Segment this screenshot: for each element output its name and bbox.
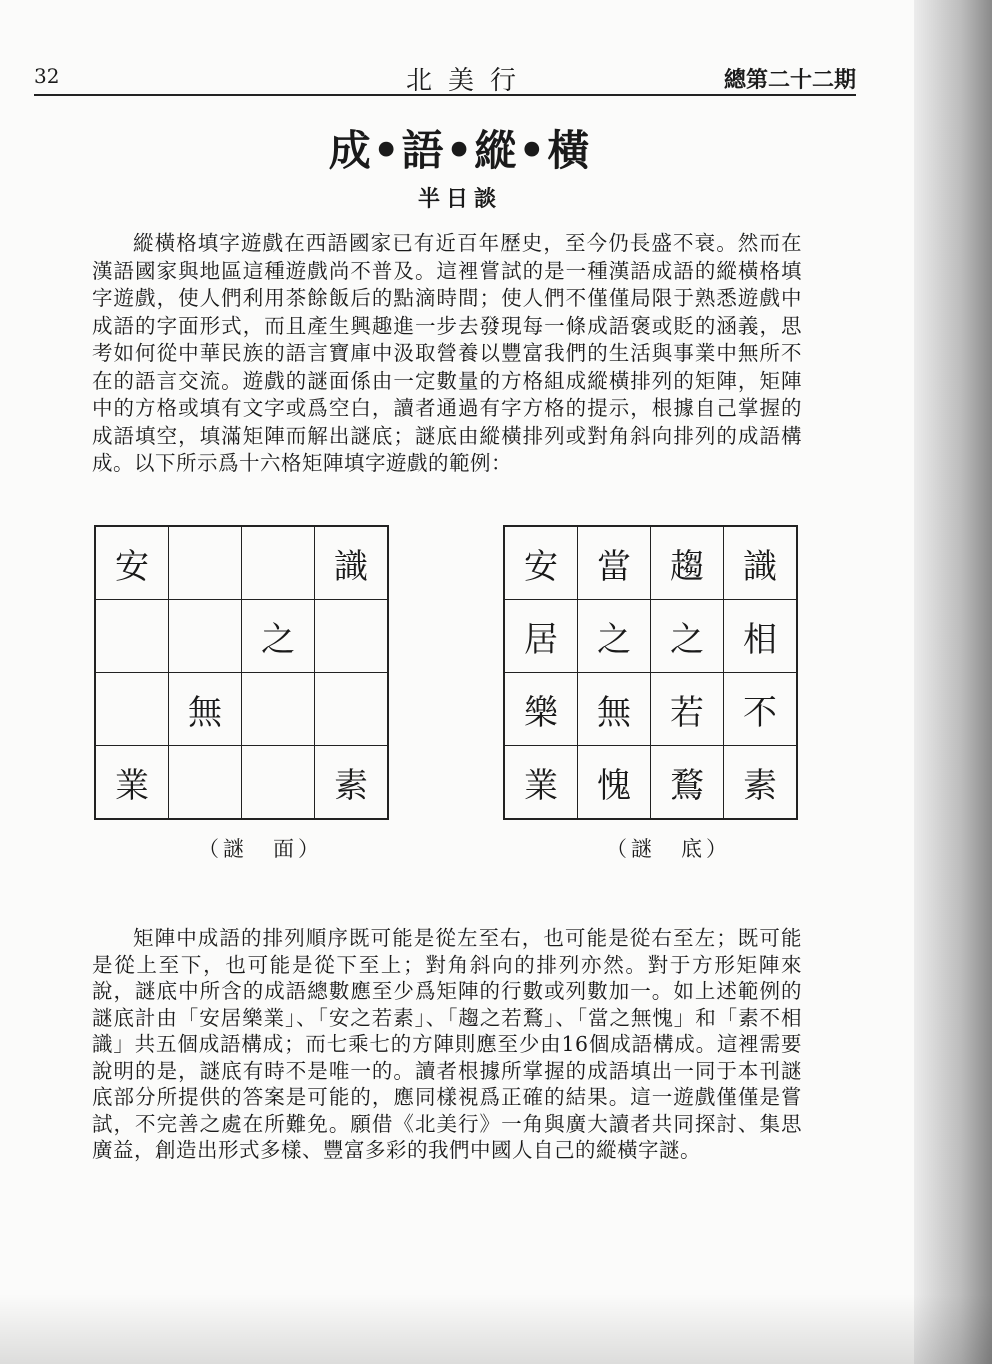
grid-cell: 居	[504, 600, 578, 673]
solution-grid	[503, 525, 798, 820]
grid-cell: 安	[504, 526, 578, 600]
puzzle-grid	[94, 525, 389, 820]
grid-cell	[95, 600, 169, 673]
grid-cell: 之	[242, 600, 315, 673]
grid-cell: 素	[724, 746, 798, 820]
page-number: 32	[34, 64, 60, 88]
grid-row	[95, 600, 388, 673]
grid-cell	[242, 746, 315, 820]
grid-cell	[169, 600, 242, 673]
grid-cell: 識	[315, 526, 389, 600]
grid-cell	[95, 673, 169, 746]
grid-cell	[169, 526, 242, 600]
grid-cell: 不	[724, 673, 798, 746]
puzzle-caption: （謎 面）	[198, 837, 323, 861]
intro-paragraph: 縱橫格填字遊戲在西語國家已有近百年歷史，至今仍長盛不衰。然而在漢語國家與地區這種遊戲尚不普及。這裡嘗試的是一種漢語成語的縱橫格填字遊戲，使人們利用茶餘飯后的點滴時間；使人們不僅僅局限于熟悉遊戲中成語的字面形式，而且產生興趣進一步去發現每一條成語褒或貶的涵義，思考如何從中華民族的語言寶庫中汲取營養以豐富我們的生活與事業中無所不在的語言交流。遊戲的謎面係由一定數量的方格組成縱橫排列的矩陣，矩陣中的方格或填有文字或爲空白，讀者通過有字方格的提示，根據自己掌握的成語填空，填滿矩陣而解出謎底；謎底由縱橫排列或對角斜向排列的成語構成。以下所示爲十六格矩陣填字遊戲的範例：	[92, 231, 802, 475]
grid-cell	[242, 526, 315, 600]
grid-row	[95, 673, 388, 746]
magazine-title: 北美行	[406, 66, 533, 96]
grid-cell: 趨	[651, 526, 724, 600]
grid-cell: 識	[724, 526, 798, 600]
bottom-shadow	[0, 1294, 992, 1364]
solution-caption: （謎 底）	[606, 837, 731, 861]
grid-cell: 安	[95, 526, 169, 600]
grid-cell: 之	[578, 600, 651, 673]
grid-cell	[169, 746, 242, 820]
grid-cell	[315, 600, 389, 673]
page-header	[34, 60, 856, 96]
grid-cell: 愧	[578, 746, 651, 820]
grid-row	[504, 746, 797, 820]
grid-cell: 若	[651, 673, 724, 746]
article-title: 成•語•縱•橫	[328, 126, 592, 175]
grid-cell: 業	[504, 746, 578, 820]
grid-row	[504, 673, 797, 746]
grid-cell: 無	[578, 673, 651, 746]
grid-cell: 業	[95, 746, 169, 820]
grid-cell: 鶩	[651, 746, 724, 820]
grid-row	[504, 526, 797, 600]
grid-cell: 樂	[504, 673, 578, 746]
explanation-paragraph: 矩陣中成語的排列順序既可能是從左至右，也可能是從右至左；既可能是從上至下，也可能是從下至上；對角斜向的排列亦然。對于方形矩陣來說，謎底中所含的成語總數應至少爲矩陣的行數或列數加一。如上述範例的謎底計由「安居樂業」、「安之若素」、「趨之若鶩」、「當之無愧」和「素不相識」共五個成語構成；而七乘七的方陣則應至少由16個成語構成。這裡需要說明的是，謎底有時不是唯一的。讀者根據所掌握的成語填出一同于本刊謎底部分所提供的答案是可能的，應同樣視爲正確的結果。這一遊戲僅僅是嘗試，不完善之處在所難免。願借《北美行》一角與廣大讀者共同探討、集思廣益，創造出形式多樣、豐富多彩的我們中國人自己的縱橫字謎。	[92, 926, 802, 1162]
grid-cell: 當	[578, 526, 651, 600]
page-edge-shadow	[914, 0, 992, 1364]
grid-cell: 無	[169, 673, 242, 746]
grid-cell	[242, 673, 315, 746]
header-rule	[34, 94, 856, 96]
grid-cell: 素	[315, 746, 389, 820]
grid-cell: 相	[724, 600, 798, 673]
grid-row	[95, 526, 388, 600]
grid-row	[504, 600, 797, 673]
grid-cell	[315, 673, 389, 746]
article-author: 半日談	[417, 186, 502, 212]
issue-number: 總第二十二期	[723, 68, 856, 93]
grid-row	[95, 746, 388, 820]
grid-cell: 之	[651, 600, 724, 673]
